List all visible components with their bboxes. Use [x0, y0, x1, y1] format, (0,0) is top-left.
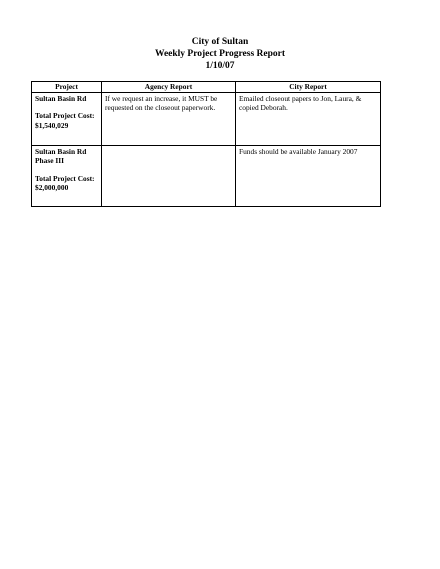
agency-report-cell: If we request an increase, it MUST be requested on the closeout paperwork. — [102, 92, 236, 145]
table-header-row — [32, 82, 381, 93]
project-name: Sultan Basin Rd Phase III — [35, 146, 87, 165]
project-cost: $1,540,029 — [35, 120, 69, 130]
report-title: Weekly Project Progress Report — [154, 49, 286, 59]
column-header-city-report: City Report — [236, 82, 381, 93]
project-cell — [32, 92, 102, 145]
progress-report-table — [31, 81, 381, 207]
project-cost-label: Total Project Cost: — [35, 111, 95, 120]
table-row — [32, 145, 381, 206]
project-name: Sultan Basin Rd — [35, 93, 87, 103]
project-cell — [32, 145, 102, 206]
project-cost: $2,000,000 — [35, 183, 69, 192]
report-date: 1/10/07 — [205, 61, 235, 71]
city-report-cell: Funds should be available January 2007 — [236, 145, 381, 206]
organization-name: City of Sultan — [191, 37, 249, 47]
column-header-agency-report: Agency Report — [102, 82, 236, 93]
column-header-project: Project — [32, 82, 102, 93]
report-header — [0, 36, 440, 72]
table-row — [32, 92, 381, 145]
agency-report-cell — [102, 145, 236, 206]
city-report-cell: Emailed closeout papers to Jon, Laura, & copied Deborah. — [236, 92, 381, 145]
project-cost-label: Total Project Cost: — [35, 173, 95, 183]
